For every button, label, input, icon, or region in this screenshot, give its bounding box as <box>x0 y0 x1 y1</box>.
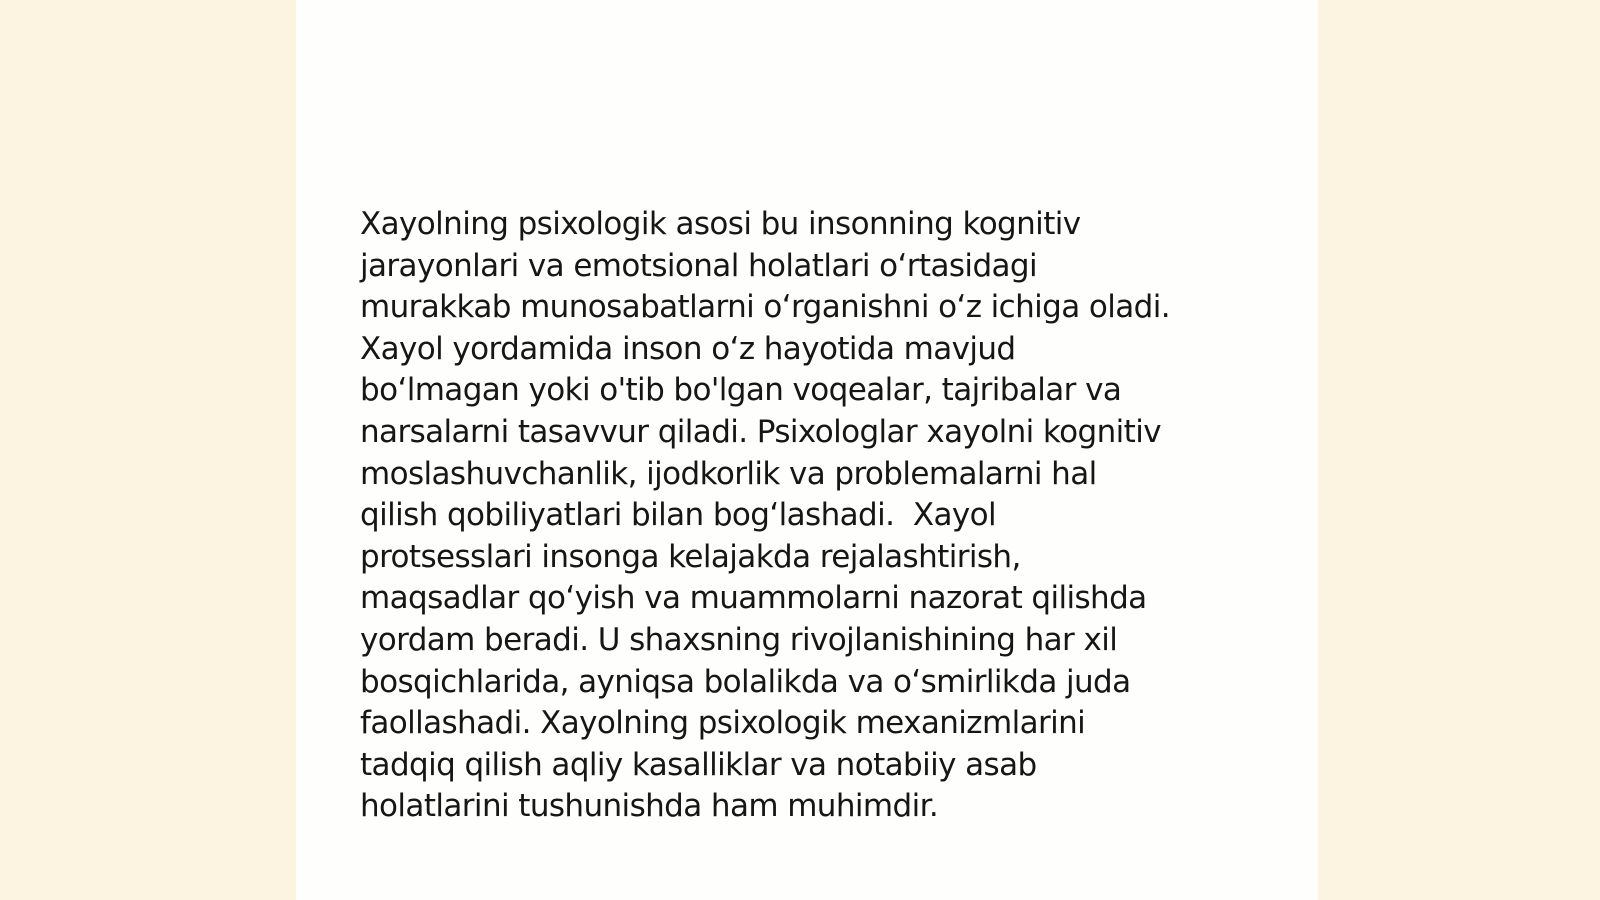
paragraph-line: moslashuvchanlik, ijodkorlik va problemalarni hal <box>360 455 1097 492</box>
body-paragraph <box>360 204 1260 828</box>
paragraph-line: boʻlmagan yoki o'tib bo'lgan voqealar, tajribalar va <box>360 372 1122 409</box>
paragraph-line: murakkab munosabatlarni oʻrganishni oʻz ichiga oladi. <box>360 289 1171 326</box>
paragraph-line: narsalarni tasavvur qiladi. Psixologlar xayolni kognitiv <box>360 413 1161 450</box>
slide-page <box>296 0 1318 900</box>
paragraph-line: tadqiq qilish aqliy kasalliklar va notabiiy asab <box>360 746 1037 783</box>
paragraph-line: holatlarini tushunishda ham muhimdir. <box>360 788 939 825</box>
paragraph-line: Xayol yordamida inson oʻz hayotida mavjud <box>360 330 1016 367</box>
paragraph-line: bosqichlarida, ayniqsa bolalikda va oʻsmirlikda juda <box>360 663 1131 700</box>
paragraph-line: qilish qobiliyatlari bilan bogʻlashadi. Xayol <box>360 497 997 534</box>
paragraph-line: faollashadi. Xayolning psixologik mexanizmlarini <box>360 705 1086 742</box>
paragraph-line: maqsadlar qoʻyish va muammolarni nazorat qilishda <box>360 580 1147 617</box>
paragraph-line: Xayolning psixologik asosi bu insonning kognitiv <box>360 206 1081 242</box>
right-margin <box>1318 0 1600 900</box>
paragraph-line: yordam beradi. U shaxsning rivojlanishining har xil <box>360 621 1118 658</box>
paragraph-line: protsesslari insonga kelajakda rejalashtirish, <box>360 538 1021 575</box>
left-margin <box>0 0 296 900</box>
paragraph-line: jarayonlari va emotsional holatlari oʻrtasidagi <box>360 247 1038 284</box>
